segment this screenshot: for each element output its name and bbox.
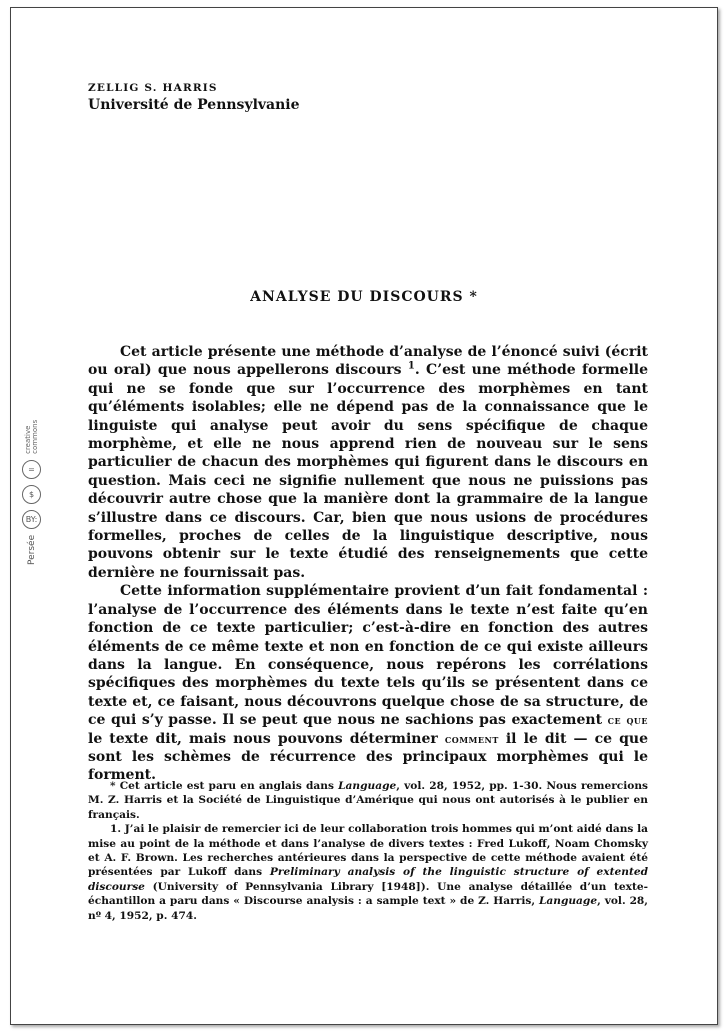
- paragraph-1: Cet article présente une méthode d’analyse de l’énoncé suivi (écrit ou oral) que nous appellerons discours $^1$. C’est une méthode formelle qui ne se fonde que sur l’occurrence des morphèmes en tant qu’éléments isolables; elle ne dépend pas de la connaissance que le linguiste qui analyse peut avoir du sens spécifique de chaque morphème, et elle ne nous apprend rien de nouveau sur le sens particulier de chacun des morphèmes qui figurent dans le discours en question. Mais ceci ne signifie nullement que nous ne puissions pas découvrir autre chose que la manière dont la grammaire de la langue s’illustre dans ce discours. Car, bien que nous usions de procédures formelles, proches de celles de la linguistique descriptive, nous pouvons obtenir sur le texte étudié des renseignements que cette dernière ne fournissait pas.: [88, 344, 648, 581]
- license-sidebar: [22, 419, 39, 575]
- cc-nc-icon[interactable]: $: [22, 485, 41, 504]
- footnote-star: * Cet article est paru en anglais dans Language, vol. 28, 1952, pp. 1-30. Nous remercions M. Z. Harris et la Société de Linguistique d’Amérique qui nous ont autorisés à le publier en français.: [88, 780, 648, 821]
- creative-commons-label: creative commons: [23, 419, 39, 454]
- paragraph-2: Cette information supplémentaire provient d’un fait fondamental : l’analyse de l’occurrence des éléments dans le texte n’est faite qu’en fonction de ce texte particulier; c’est-à-dire en fonction des autres éléments de ce même texte et non en fonction de ce qui existe ailleurs dans la langue. En conséquence, nous repérons les corrélations spécifiques des morphèmes du texte tels qu’ils se présentent dans ce texte et, ce faisant, nous découvrons quelque chose de sa structure, de ce qui s’y passe. Il se peut que nous ne sachions pas exactement ce que le texte dit, mais nous pouvons déterminer comment il le dit — ce que sont les schèmes de récurrence des principaux morphèmes qui le forment.: [88, 583, 649, 784]
- publisher-label: Persée: [26, 534, 37, 565]
- author-name: ZELLIG S. HARRIS: [88, 82, 218, 94]
- footnotes: [88, 779, 648, 923]
- footnote-ref-1[interactable]: 1: [407, 360, 415, 372]
- author-affiliation: Université de Pennsylvanie: [88, 97, 300, 113]
- article-title: ANALYSE DU DISCOURS *: [250, 289, 478, 305]
- cc-by-icon[interactable]: BY:: [22, 510, 41, 529]
- footnote-1: 1. J’ai le plaisir de remercier ici de leur collaboration trois hommes qui m’ont aidé dans la mise au point de la méthode et dans l’analyse de divers textes : Fred Lukoff, Noam Chomsky et A. F. Brown. Les recherches antérieures dans la perspective de cette méthode avaient été présentées par Lukoff dans Preliminary analysis of the linguistic structure of extented discourse (University of Pennsylvania Library [1948]). Une analyse détaillée d’un texte-échantillon a paru dans « Discourse analysis : a sample text » de Z. Harris, Language, vol. 28, nº 4, 1952, p. 474.: [88, 823, 648, 922]
- cc-nd-icon[interactable]: =: [22, 460, 41, 479]
- article-body: [88, 343, 648, 785]
